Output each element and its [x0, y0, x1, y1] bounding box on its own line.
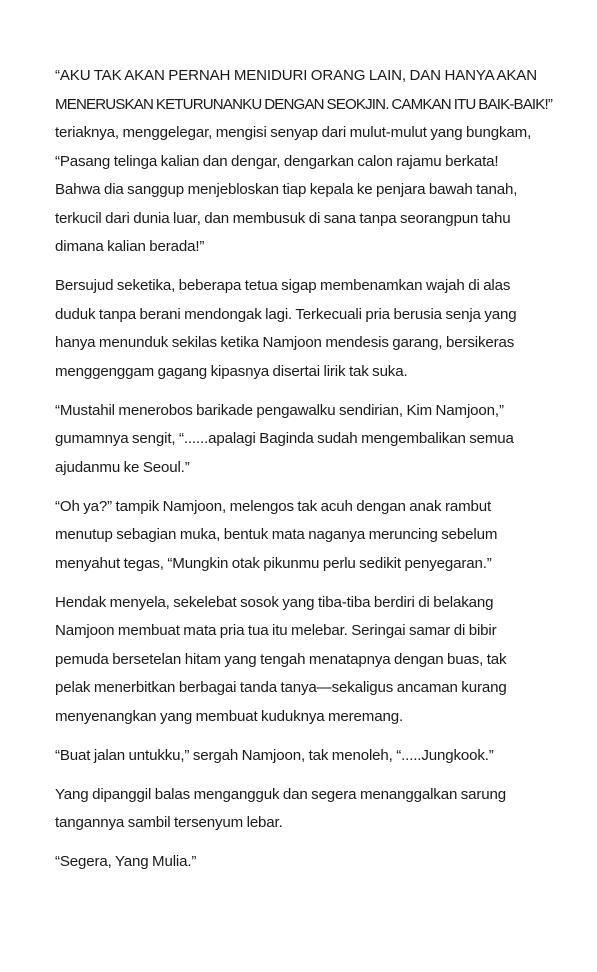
text-line: Hendak menyela, sekelebat sosok yang tiba-tiba berdiri di belakang	[55, 593, 494, 611]
text-line: MENERUSKAN KETURUNANKU DENGAN SEOKJIN. CAMKAN ITU BAIK-BAIK!”	[55, 95, 552, 113]
text-line: teriaknya, menggelegar, mengisi senyap dari mulut-mulut yang bungkam,	[55, 124, 532, 141]
paragraph	[55, 62, 555, 262]
text-line: “Segera, Yang Mulia.”	[55, 853, 197, 870]
text-line: tangannya sambil tersenyum lebar.	[55, 814, 283, 831]
paragraph	[55, 742, 555, 771]
text-line: menyahut tegas, “Mungkin otak pikunmu perlu sedikit penyegaran.”	[55, 554, 492, 572]
paragraph	[55, 781, 555, 838]
text-line: menggenggam gagang kipasnya disertai lirik tak suka.	[55, 362, 408, 380]
text-line: terkucil dari dunia luar, dan membusuk di sana tanpa seorangpun tahu	[55, 209, 511, 227]
text-line: Bersujud seketika, beberapa tetua sigap membenamkan wajah di alas	[55, 277, 511, 294]
paragraph	[55, 589, 555, 732]
text-line: ajudanmu ke Seoul.”	[55, 458, 190, 476]
text-line: menutup sebagian muka, bentuk mata naganya meruncing sebelum	[55, 526, 498, 543]
text-line: pemuda bersetelan hitam yang tengah menatapnya dengan buas, tak	[55, 650, 507, 668]
text-line: Yang dipanggil balas mengangguk dan segera menanggalkan sarung	[55, 785, 506, 803]
text-line: “Oh ya?” tampik Namjoon, melengos tak acuh dengan anak rambut	[55, 497, 492, 515]
paragraph	[55, 493, 555, 579]
text-line: “AKU TAK AKAN PERNAH MENIDURI ORANG LAIN, DAN HANYA AKAN	[55, 67, 537, 84]
paragraph	[55, 848, 555, 877]
text-line: gumamnya sengit, “......apalagi Baginda sudah mengembalikan semua	[55, 430, 514, 447]
text-line: hanya menunduk sekilas ketika Namjoon mendesis garang, bersikeras	[55, 334, 515, 351]
text-line: pelak menerbitkan berbagai tanda tanya—sekaligus ancaman kurang	[55, 679, 507, 696]
text-line: “Pasang telinga kalian dan dengar, dengarkan calon rajamu berkata!	[55, 152, 499, 170]
text-line: Bahwa dia sanggup menjebloskan tiap kepala ke penjara bawah tanah,	[55, 181, 518, 198]
text-line: duduk tanpa berani mendongak lagi. Terkecuali pria berusia senja yang	[55, 305, 517, 323]
paragraph	[55, 272, 555, 386]
story-text	[55, 62, 555, 887]
text-line: Namjoon membuat mata pria tua itu melebar. Seringai samar di bibir	[55, 622, 497, 639]
text-line: “Buat jalan untukku,” sergah Namjoon, tak menoleh, “.....Jungkook.”	[55, 746, 494, 764]
paragraph	[55, 397, 555, 483]
text-line: “Mustahil menerobos barikade pengawalku sendirian, Kim Namjoon,”	[55, 401, 504, 419]
text-line: menyenangkan yang membuat kuduknya meremang.	[55, 707, 403, 725]
text-line: dimana kalian berada!”	[55, 238, 205, 255]
